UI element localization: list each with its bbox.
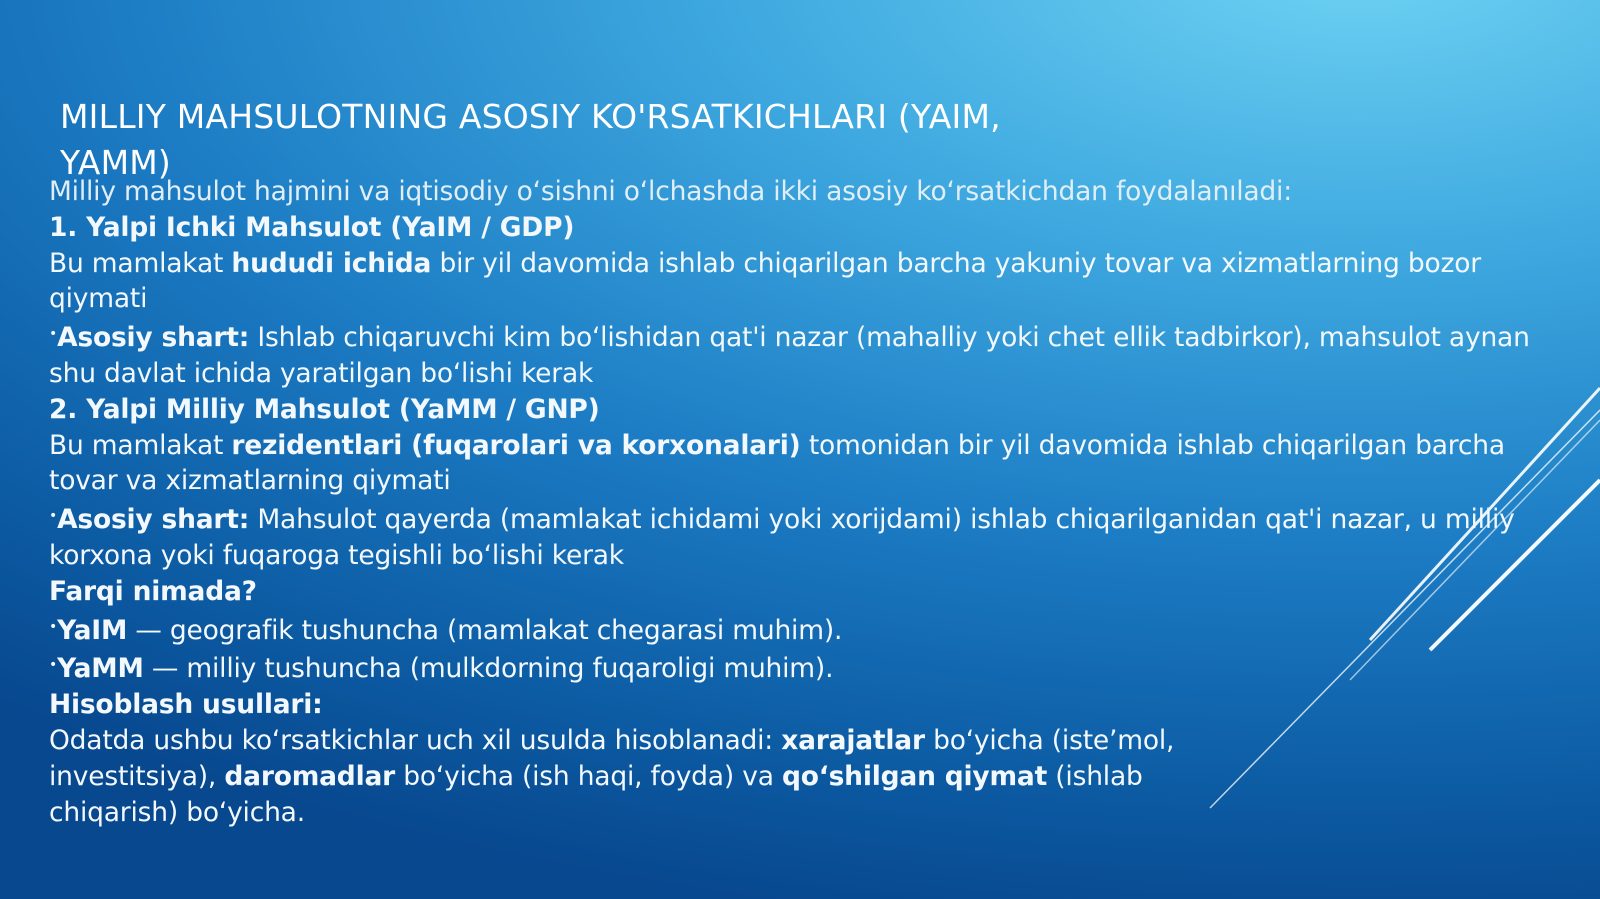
- methods-heading: Hisoblash usullari:: [49, 689, 323, 721]
- section1-def-bold: hududi ichida: [231, 247, 432, 279]
- section2-cond-label: Asosiy shart:: [57, 504, 250, 536]
- section1-def-pre: Bu mamlakat: [49, 247, 232, 279]
- section2-def-bold: rezidentlari (fuqarolari va korxonalari): [231, 429, 801, 461]
- difference-item-yaim: [49, 610, 1579, 649]
- bullet-icon: •: [49, 326, 58, 343]
- methods-term: xarajatlar: [781, 724, 925, 756]
- slide-title: MILLIY MAHSULOTNING ASOSIY KO'RSATKICHLARI (YAIM, YAMM): [60, 97, 1001, 182]
- section2-condition: [49, 499, 1579, 574]
- bullet-icon: •: [49, 618, 58, 635]
- section1-def-post: bir yil davomida ishlab chiqarilgan barcha yakuniy tovar va xizmatlarning bozor qiymati: [49, 247, 1481, 315]
- slide-content: [49, 174, 1579, 830]
- intro-text: Milliy mahsulot hajmini va iqtisodiy o‘sishni o‘lchashda ikki asosiy ko‘rsatkichdan foydalanıladi:: [49, 176, 1292, 207]
- methods-term: daromadlar: [224, 760, 396, 792]
- difference-term: YaMM: [57, 653, 144, 685]
- methods-term: qo‘shilgan qiymat: [781, 760, 1048, 792]
- difference-text: — milliy tushuncha (mulkdorning fuqaroligi muhim).: [143, 653, 834, 685]
- methods-part: Odatda ushbu ko‘rsatkichlar uch xil usulda hisoblanadi:: [49, 724, 782, 756]
- section1-heading: 1. Yalpi Ichki Mahsulot (YaIM / GDP): [49, 211, 575, 243]
- difference-text: — geografik tushuncha (mamlakat chegarasi muhim).: [127, 614, 843, 646]
- methods-part: bo‘yicha (ish haqi, foyda) va: [395, 760, 782, 792]
- section1-definition: [49, 246, 1579, 318]
- section1-cond-label: Asosiy shart:: [57, 322, 250, 354]
- difference-item-yamm: [49, 648, 1579, 687]
- bullet-icon: •: [49, 508, 58, 525]
- section1-condition: [49, 317, 1579, 392]
- section2-cond-text: Mahsulot qayerda (mamlakat ichidami yoki xorijdami) ishlab chiqarilganidan qat'i nazar, u milliy korxona yoki fuqaroga tegishli bo‘lishi kerak: [49, 504, 1515, 571]
- difference-term: YaIM: [57, 614, 128, 646]
- methods-part: bo‘yicha (iste’mol, investitsiya),: [49, 724, 1175, 792]
- section2-definition: [49, 428, 1579, 500]
- section1-cond-text: Ishlab chiqaruvchi kim bo‘lishidan qat'i nazar (mahalliy yoki chet ellik tadbirkor), mahsulot aynan shu davlat ichida yaratilgan bo‘lishi kerak: [49, 322, 1530, 389]
- difference-heading: Farqi nimada?: [49, 575, 257, 607]
- methods-part: (ishlab chiqarish) bo‘yicha.: [49, 760, 1143, 828]
- methods-text: [49, 723, 1239, 830]
- section2-def-pre: Bu mamlakat: [49, 429, 232, 461]
- section2-def-post: tomonidan bir yil davomida ishlab chiqarilgan barcha tovar va xizmatlarning qiymati: [49, 429, 1505, 497]
- section2-heading: 2. Yalpi Milliy Mahsulot (YaMM / GNP): [49, 393, 600, 425]
- bullet-icon: •: [49, 657, 58, 674]
